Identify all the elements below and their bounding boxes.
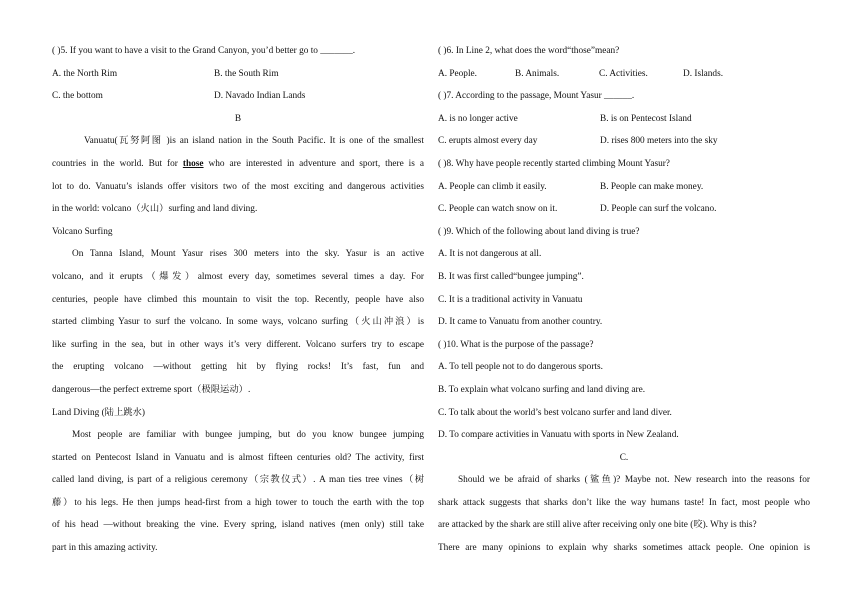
option-d: D. People can surf the volcano. [600,204,717,215]
option-b: B. Animals. [515,68,560,79]
paragraph-line: like surfing in the sea, but in other ways it’s very different. Volcano surfers try to escape [52,339,424,350]
option-a: A. It is not dangerous at all. [438,249,542,260]
option-c: C. It is a traditional activity in Vanuatu [438,294,583,305]
paragraph-line: On Tanna Island, Mount Yasur rises 300 meters into the sky. Yasur is an active [72,249,424,260]
paragraph-line: dangerous—the perfect extreme sport（极限运动）. [52,384,251,395]
paragraph-line: part in this amazing activity. [52,543,158,554]
option-a: A. the North Rim [52,68,118,79]
paragraph-line: lot to do. Vanuatu’s islands offer visitors two of the most exciting and dangerous activities [52,181,424,192]
left-column [52,40,424,560]
paragraph-line: Most people are familiar with bungee jumping, but do you know bungee jumping [72,430,424,441]
question-8-options-row-1 [438,176,810,199]
question-6: ( )6. In Line 2, what does the word“those”mean? [438,46,620,56]
section-b-heading: B [234,113,242,124]
option-d: D. Islands. [683,68,724,79]
paragraph-line: Vanuatu(瓦努阿图 )is an island nation in the South Pacific. It is one of the smallest [84,136,424,147]
paragraph-line: centuries, people have climbed this mountain to visit the top. Recently, people have also [52,294,424,305]
paragraph-line: countries in the world. But for those who are interested in adventure and sport, there is a [52,158,424,169]
option-b: B. People can make money. [600,181,704,192]
question-8-options-row-2 [438,198,810,221]
question-8: ( )8. Why have people recently started climbing Mount Yasur? [438,158,670,169]
question-7-options-row-2 [438,130,810,153]
option-b: B. To explain what volcano surfing and land diving are. [438,384,646,395]
paragraph-line: started climbing Yasur to surf the volcano. In some ways, volcano surfing（火山冲浪）is [52,317,424,328]
paragraph-line: called land diving, is part of a religious ceremony（宗教仪式）. A man ties tree vines（树 [52,475,424,486]
option-c: C. the bottom [52,91,103,102]
heading-volcano-surfing: Volcano Surfing [52,226,113,237]
right-column [438,40,810,560]
paragraph-line: shark attack suggests that sharks don’t like the way humans taste! In fact, most people who [438,497,810,508]
option-b: B. It was first called“bungee jumping”. [438,271,584,282]
option-b: B. the South Rim [214,68,279,79]
option-c: C. To talk about the world’s best volcano surfer and land diver. [438,407,672,418]
option-b: B. is on Pentecost Island [600,113,692,124]
paragraph-line: started on Pentecost Island in Vanuatu and is almost fifteen centuries old? The activity, first [52,452,424,463]
option-a: A. To tell people not to do dangerous sports. [438,362,603,373]
option-d: D. Navado Indian Lands [214,91,306,102]
paragraph-line: Should we be afraid of sharks (鲨鱼)? Maybe not. New research into the reasons for [458,475,810,486]
question-9: ( )9. Which of the following about land diving is true? [438,226,640,237]
paragraph-line: There are many opinions to explain why sharks sometimes attack people. One opinion is [438,543,810,554]
paragraph-line: the erupting volcano —without getting hit by flying rocks! It’s fast, fun and [52,362,424,373]
heading-land-diving: Land Diving (陆上跳水) [52,407,145,418]
question-7-options-row-1 [438,108,810,131]
question-5: ( )5. If you want to have a visit to the Grand Canyon, you’d better go to _______. [52,46,356,56]
question-5-options-row-1 [52,63,424,86]
section-c-heading: C. [619,452,629,463]
option-d: D. rises 800 meters into the sky [600,136,718,147]
option-d: D. It came to Vanuatu from another country. [438,317,603,328]
option-c: C. People can watch snow on it. [438,204,558,215]
option-d: D. To compare activities in Vanuatu with sports in New Zealand. [438,430,679,441]
option-c: C. Activities. [599,68,648,79]
paragraph-line: 藤）to his legs. He then jumps head-first from a high tower to touch the earth with the top [52,497,424,508]
question-10: ( )10. What is the purpose of the passage? [438,339,594,350]
paragraph-line: in the world: volcano（火山）surfing and land diving. [52,204,258,215]
underlined-word-those: those [182,158,204,169]
option-a: A. People. [438,68,477,79]
option-c: C. erupts almost every day [438,136,538,147]
option-a: A. is no longer active [438,113,518,124]
question-6-options [438,63,810,86]
paragraph-line: of his head —without breaking the vine. Every spring, island natives (men only) still take [52,520,424,531]
paragraph-line: are attacked by the shark are still alive after receiving only one bite (咬). Why is this? [438,520,757,531]
question-5-options-row-2 [52,85,424,108]
question-7: ( )7. According to the passage, Mount Yasur ______. [438,91,635,102]
paragraph-line: volcano, and it erupts（爆发）almost every day, sometimes several times a day. For [52,271,424,282]
option-a: A. People can climb it easily. [438,181,547,192]
